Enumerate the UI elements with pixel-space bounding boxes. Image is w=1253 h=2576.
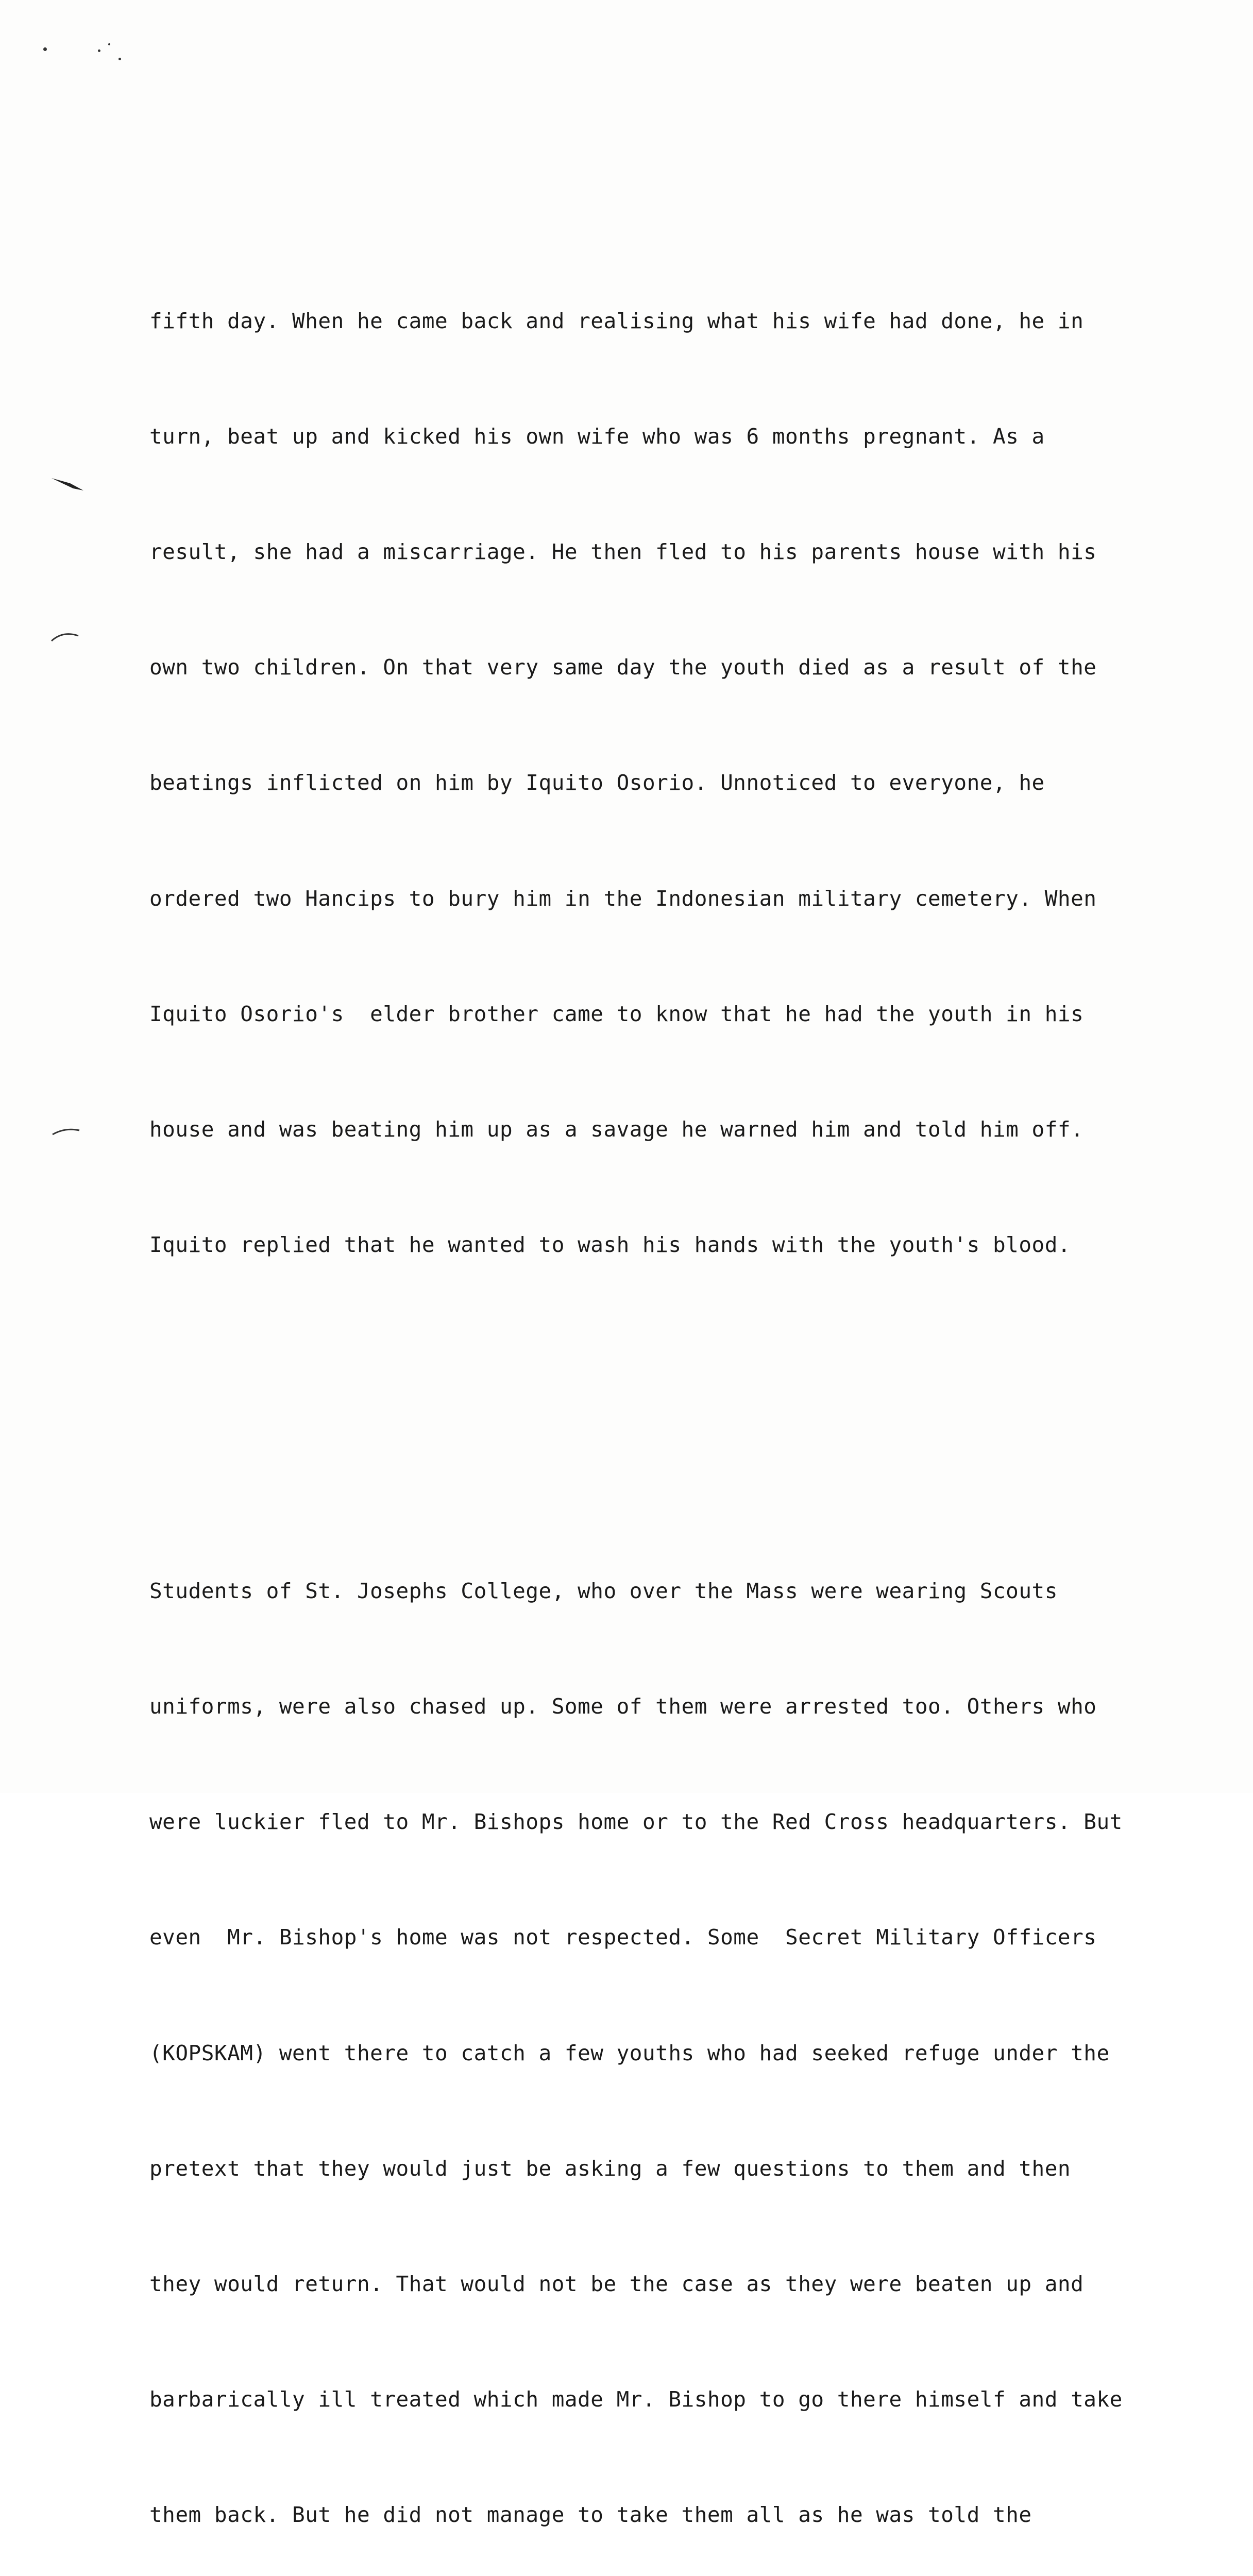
text-line: ordered two Hancips to bury him in the Indonesian military cemetery. When (149, 886, 1097, 911)
paragraph-gap (149, 1380, 1128, 1418)
text-line: uniforms, were also chased up. Some of them were arrested too. Others who (149, 1694, 1097, 1719)
text-line: beatings inflicted on him by Iquito Osorio. Unnoticed to everyone, he (149, 770, 1045, 795)
text-line: them back. But he did not manage to take them all as he was told the (149, 2502, 1032, 2527)
text-line: fifth day. When he came back and realising what his wife had done, he in (149, 309, 1084, 334)
scan-speck (118, 58, 121, 60)
text-line: own two children. On that very same day the youth died as a result of the (149, 655, 1097, 680)
scan-speck (98, 49, 100, 52)
text-line: they would return. That would not be the case as they were beaten up and (149, 2271, 1084, 2296)
text-line: Iquito Osorio's elder brother came to know that he had the youth in his (149, 1001, 1084, 1026)
text-line: barbarically ill treated which made Mr. Bishop to go there himself and take (149, 2386, 1123, 2412)
text-line: pretext that they would just be asking a few questions to them and then (149, 2156, 1071, 2181)
text-line: even Mr. Bishop's home was not respected. Some Secret Military Officers (149, 1925, 1097, 1950)
margin-arrow-mark (49, 473, 86, 494)
text-line: (KOPSKAM) went there to catch a few youths who had seeked refuge under the (149, 2040, 1110, 2065)
scan-speck (108, 43, 110, 45)
scan-speck (43, 47, 47, 51)
text-line: were luckier fled to Mr. Bishops home or to the Red Cross headquarters. But (149, 1809, 1123, 1835)
text-line: Iquito replied that he wanted to wash his hands with the youth's blood. (149, 1232, 1071, 1257)
document-body (149, 187, 1128, 2576)
margin-arc-mark (50, 1123, 81, 1139)
text-line: Students of St. Josephs College, who over the Mass were wearing Scouts (149, 1579, 1058, 1604)
text-line: house and was beating him up as a savage he warned him and told him off. (149, 1116, 1084, 1142)
text-line: turn, beat up and kicked his own wife who was 6 months pregnant. As a (149, 424, 1045, 449)
text-line: result, she had a miscarriage. He then fled to his parents house with his (149, 539, 1097, 565)
margin-arc-mark (49, 629, 80, 644)
